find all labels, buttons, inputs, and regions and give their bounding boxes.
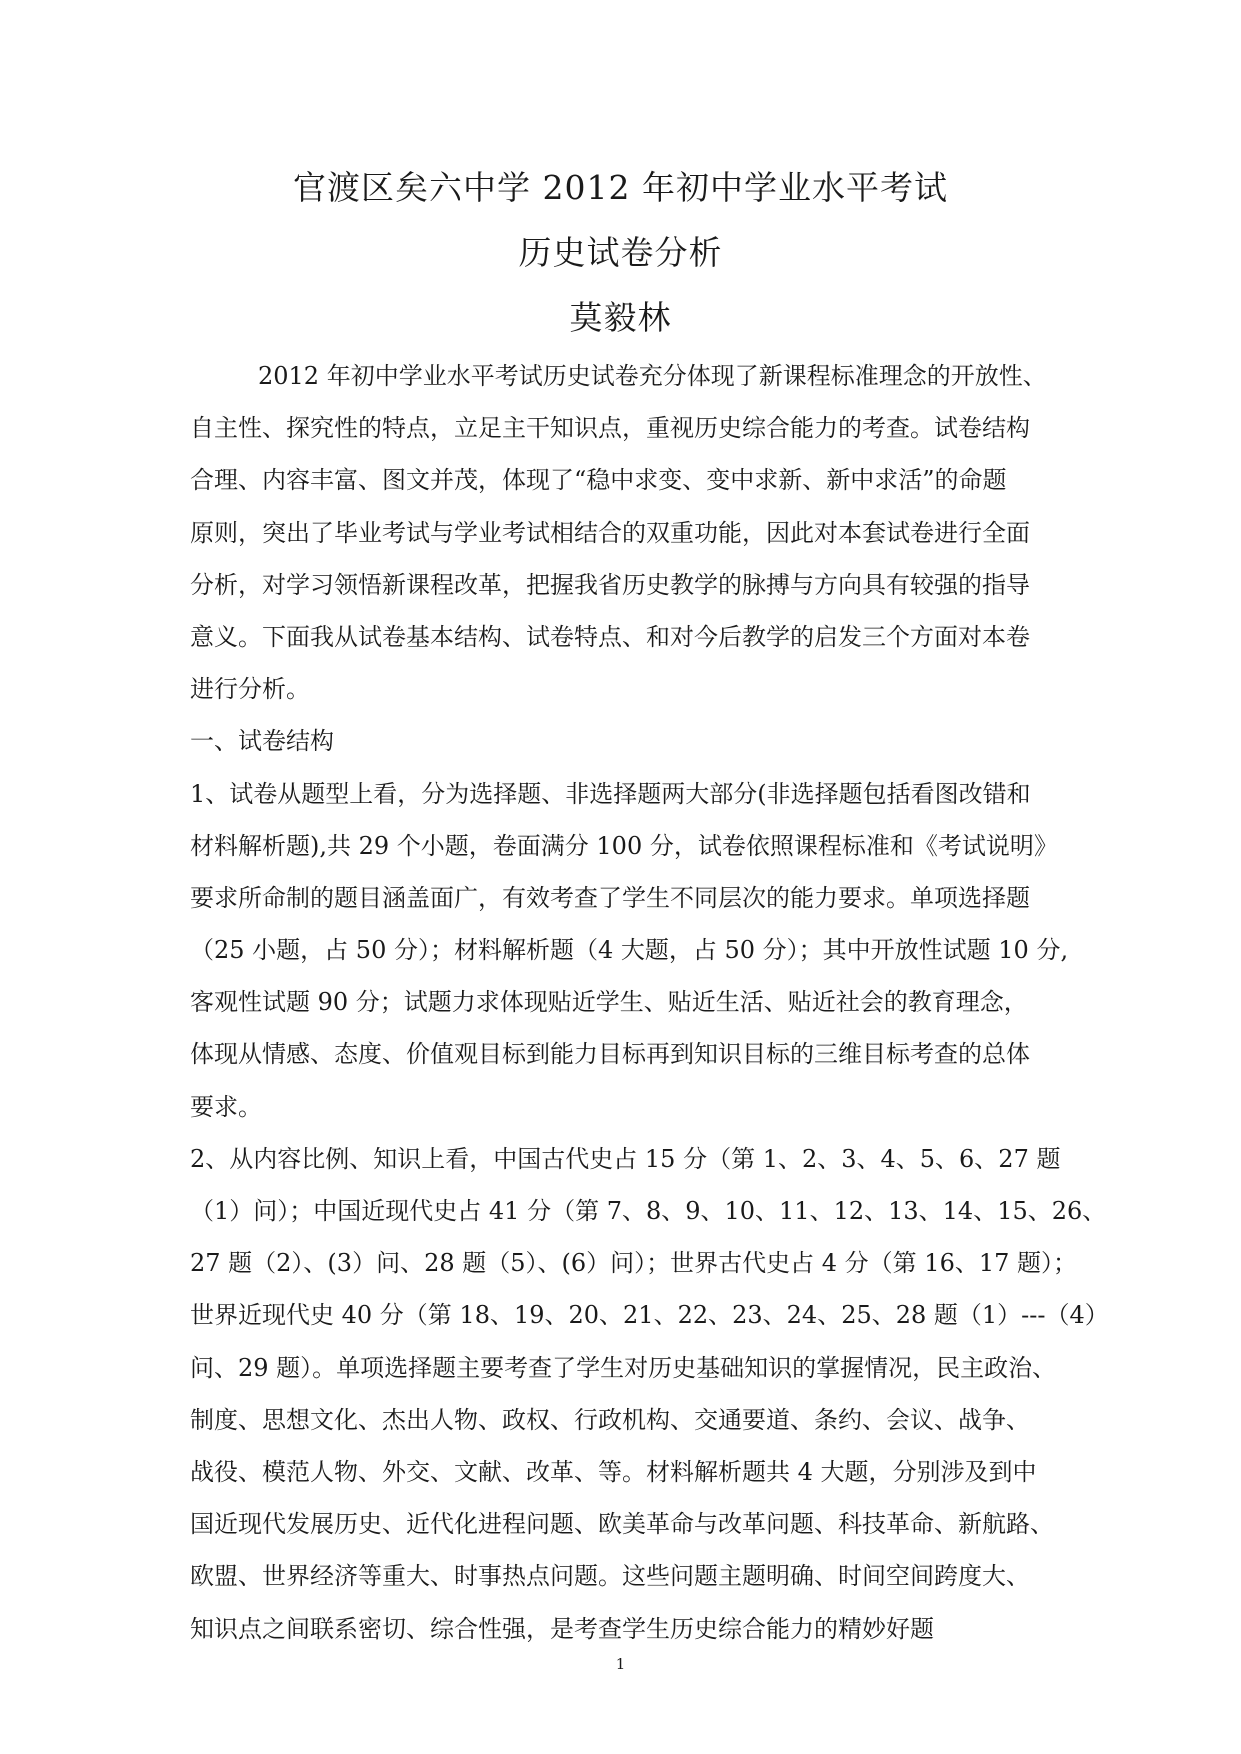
body-line: 原则，突出了毕业考试与学业考试相结合的双重功能，因此对本套试卷进行全面	[190, 518, 1030, 547]
document-body	[190, 350, 1109, 1655]
body-line: 自主性、探究性的特点，立足主干知识点，重视历史综合能力的考查。试卷结构	[190, 414, 1030, 443]
page-number: 1	[615, 1655, 626, 1673]
body-line: 分析，对学习领悟新课程改革，把握我省历史教学的脉搏与方向具有较强的指导	[190, 570, 1030, 599]
body-line: 27 题（2）、(3）问、28 题（5）、(6）问）；世界古代史占 4 分（第 16、17 题）；	[190, 1249, 1078, 1278]
body-line: 合理、内容丰富、图文并茂，体现了“稳中求变、变中求新、新中求活”的命题	[190, 466, 1007, 495]
body-line: 要求。	[190, 1092, 262, 1121]
document-title: 官渡区矣六中学 2012 年初中学业水平考试	[293, 168, 948, 207]
body-line: 材料解析题),共 29 个小题，卷面满分 100 分，试卷依照课程标准和《考试说明》	[190, 831, 1058, 860]
document-author: 莫毅林	[569, 298, 672, 337]
body-line: 意义。下面我从试卷基本结构、试卷特点、和对今后教学的启发三个方面对本卷	[190, 622, 1030, 651]
body-line: 2012 年初中学业水平考试历史试卷充分体现了新课程标准理念的开放性、	[258, 362, 1047, 390]
document-subtitle: 历史试卷分析	[518, 233, 723, 272]
body-line: 制度、思想文化、杰出人物、政权、行政机构、交通要道、条约、会议、战争、	[190, 1405, 1030, 1434]
body-line: 1、试卷从题型上看，分为选择题、非选择题两大部分(非选择题包括看图改错和	[190, 779, 1031, 808]
body-line: 体现从情感、态度、价值观目标到能力目标再到知识目标的三维目标考查的总体	[190, 1040, 1030, 1069]
body-line: 知识点之间联系密切、综合性强，是考查学生历史综合能力的精妙好题	[190, 1614, 934, 1643]
body-line: 要求所命制的题目涵盖面广，有效考查了学生不同层次的能力要求。单项选择题	[190, 883, 1030, 912]
body-line: （25 小题，占 50 分）；材料解析题（4 大题，占 50 分）；其中开放性试题 10 分,	[190, 936, 1069, 965]
body-line: 2、从内容比例、知识上看，中国古代史占 15 分（第 1、2、3、4、5、6、27 题	[190, 1144, 1061, 1173]
body-line: 世界近现代史 40 分（第 18、19、20、21、22、23、24、25、28 题（1）---（4）	[190, 1301, 1109, 1330]
section-heading: 一、试卷结构	[190, 727, 334, 756]
body-line: 客观性试题 90 分；试题力求体现贴近学生、贴近生活、贴近社会的教育理念，	[190, 988, 1028, 1017]
body-line: 欧盟、世界经济等重大、时事热点问题。这些问题主题明确、时间空间跨度大、	[190, 1562, 1030, 1591]
body-line: 进行分析。	[190, 675, 310, 704]
body-line: 战役、模范人物、外交、文献、改革、等。材料解析题共 4 大题，分别涉及到中	[190, 1457, 1037, 1486]
body-line: 国近现代发展历史、近代化进程问题、欧美革命与改革问题、科技革命、新航路、	[190, 1510, 1054, 1539]
body-line: 问、29 题）。单项选择题主要考查了学生对历史基础知识的掌握情况，民主政治、	[190, 1353, 1057, 1382]
body-line: （1）问）；中国近现代史占 41 分（第 7、8、9、10、11、12、13、14、15、26、	[190, 1197, 1107, 1225]
